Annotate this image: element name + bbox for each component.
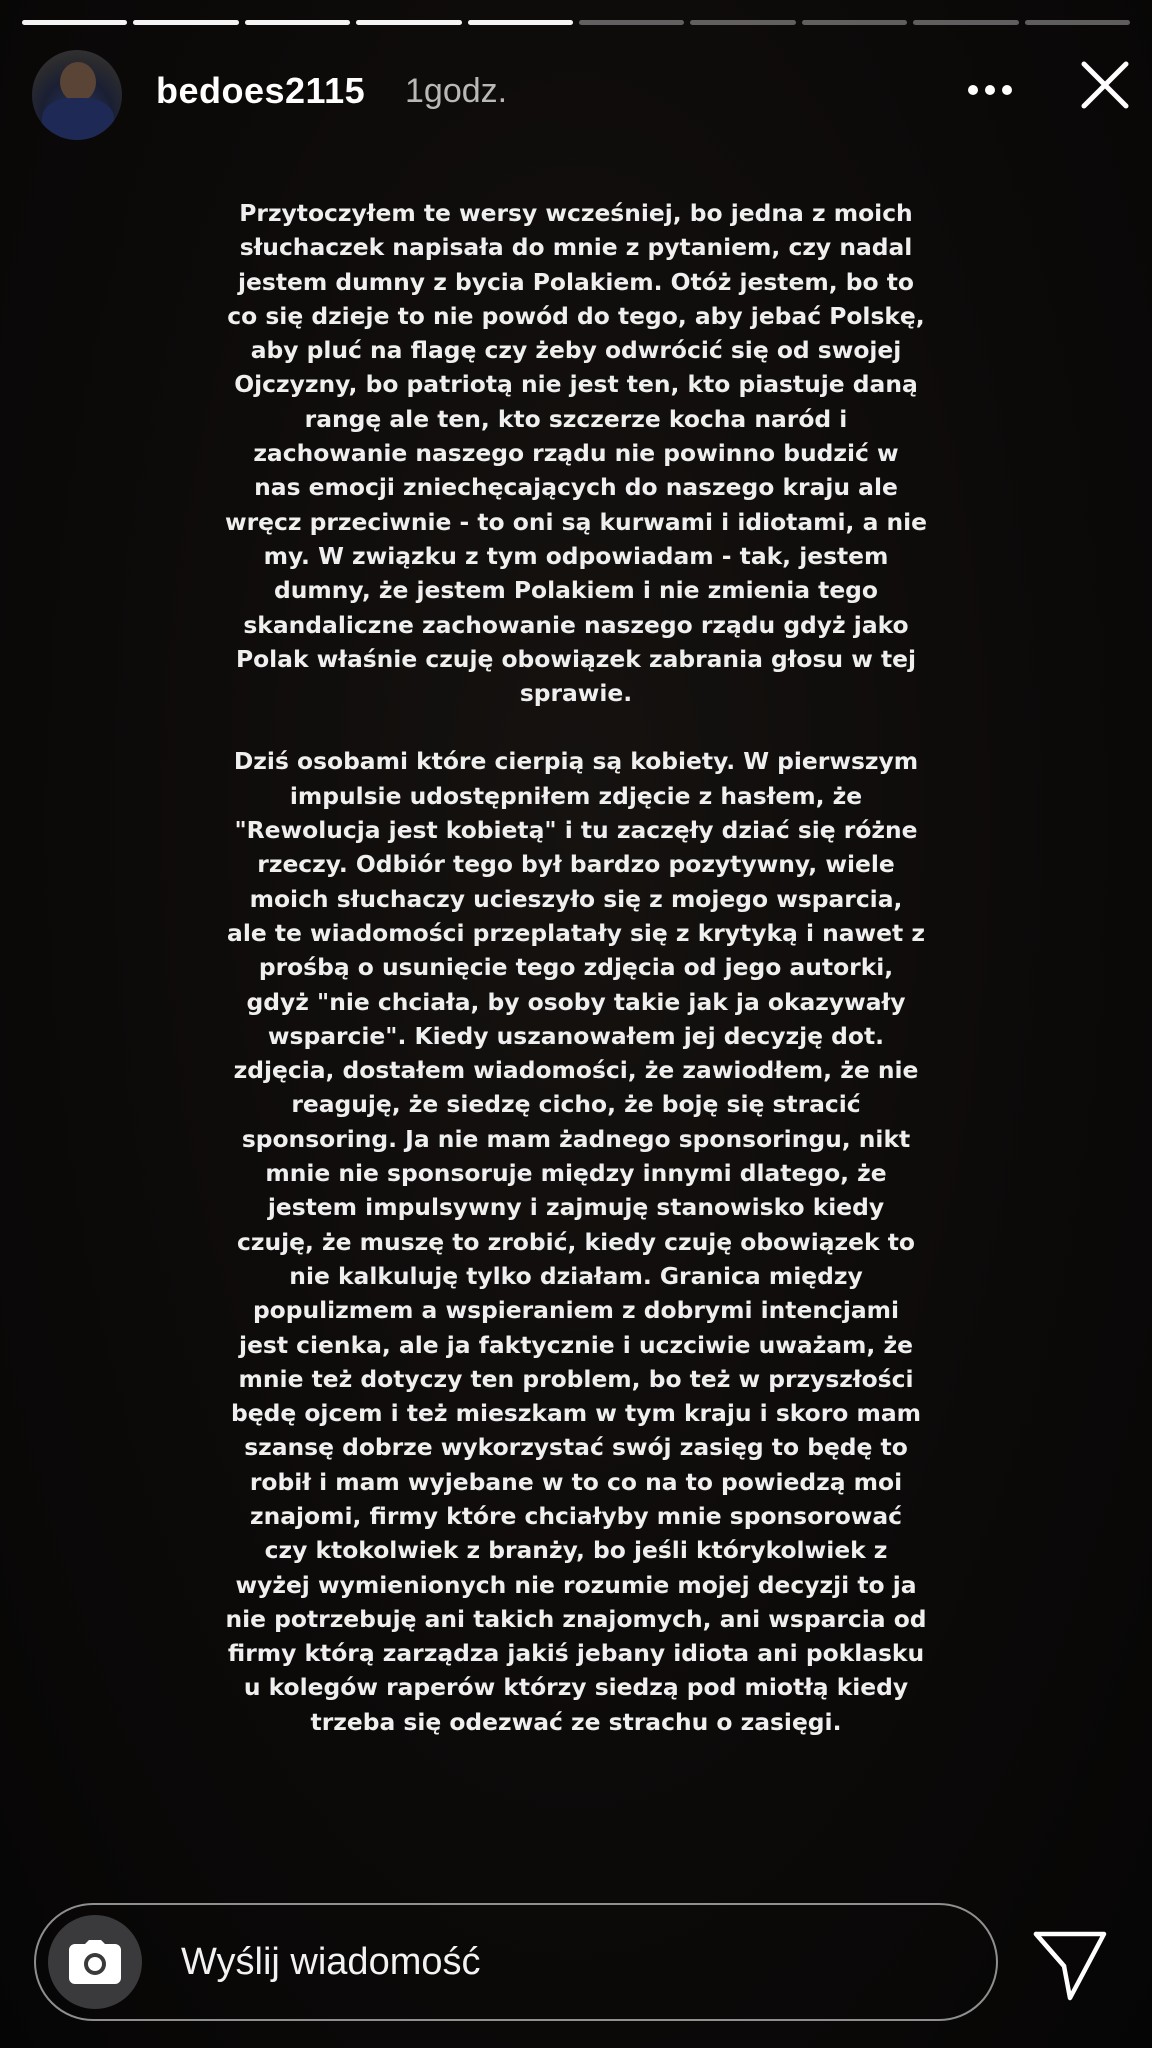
avatar[interactable]	[32, 50, 122, 140]
progress-segment-fill	[245, 20, 350, 25]
story-text-line: jestem impulsywny i zajmuję stanowisko kiedy	[267, 1193, 885, 1222]
story-text-line: populizmem a wspieraniem z dobrymi intencjami	[252, 1296, 900, 1325]
story-text-line: dumny, że jestem Polakiem i nie zmienia tego	[274, 576, 878, 605]
story-text-line: Dziś osobami które cierpią są kobiety. W pierwszym	[233, 747, 919, 776]
story-text-line: słuchaczek napisała do mnie z pytaniem, czy nadal	[239, 233, 913, 262]
story-text-line: gdyż "nie chciała, by osoby takie jak ja okazywały	[246, 987, 906, 1016]
story-text-line: będę ojcem i też mieszkam w tym kraju i skoro mam	[230, 1399, 922, 1428]
story-text-line: ale te wiadomości przeplatały się z krytyką i nawet z	[227, 918, 925, 947]
story-header	[30, 50, 1130, 140]
story-text-line: impulsie udostępniłem zdjęcie z hasłem, że	[289, 781, 863, 810]
progress-segment	[356, 20, 461, 25]
send-icon	[1030, 1928, 1110, 2004]
story-progress-bar	[22, 20, 1130, 26]
story-text-line: my. W związku z tym odpowiadam - tak, jestem	[263, 541, 889, 570]
close-button[interactable]	[1070, 50, 1140, 120]
progress-segment	[468, 20, 573, 25]
story-paragraph	[215, 744, 937, 1739]
story-text-line: reaguję, że siedzę cicho, że boję się stracić	[291, 1090, 861, 1119]
story-text-line: nie potrzebuję ani takich znajomych, ani wsparcia od	[225, 1604, 927, 1633]
story-text-line: czy ktokolwiek z branży, bo jeśli którykolwiek z	[264, 1536, 888, 1565]
camera-icon	[69, 1940, 121, 1984]
story-text-line: Przytoczyłem te wersy wcześniej, bo jedna z moich	[239, 199, 913, 227]
story-text-line: "Rewolucja jest kobietą" i tu zaczęły dziać się różne	[234, 816, 918, 845]
story-text-line: nas emocji zniechęcających do naszego kraju ale	[254, 473, 898, 502]
username[interactable]: bedoes2115	[156, 70, 366, 111]
reply-bar[interactable]	[34, 1903, 998, 2021]
story-text-line: zdjęcia, dostałem wiadomości, że zawiodłem, że nie	[233, 1056, 919, 1085]
progress-segment-fill	[22, 20, 127, 25]
story-text-line: sponsoring. Ja nie mam żadnego sponsoringu, nikt	[241, 1124, 911, 1153]
progress-segment	[690, 20, 795, 25]
story-text-line: znajomi, firmy które chciałyby mnie sponsorować	[249, 1501, 903, 1530]
progress-segment-fill	[468, 20, 573, 25]
story-text-line: Polak właśnie czuję obowiązek zabrania głosu w tej	[235, 644, 917, 673]
progress-segment-fill	[356, 20, 461, 25]
story-text-line: zachowanie naszego rządu nie powinno budzić w	[253, 439, 899, 468]
story-text	[215, 196, 937, 1739]
story-text-line: mnie nie sponsoruje między innymi dlatego, że	[265, 1159, 887, 1188]
progress-segment	[22, 20, 127, 25]
progress-segment	[1025, 20, 1130, 25]
story-paragraph	[215, 196, 937, 710]
close-icon	[1070, 50, 1140, 120]
progress-segment	[802, 20, 907, 25]
story-text-line: czuję, że muszę to zrobić, kiedy czuję obowiązek to	[237, 1227, 915, 1256]
progress-segment	[913, 20, 1018, 25]
story-text-line: moich słuchaczy ucieszyło się z mojego wsparcia,	[249, 884, 903, 913]
story-text-line: firmy którą zarządza jakiś jebany idiota ani poklasku	[227, 1639, 925, 1668]
story-text-line: wsparcie". Kiedy uszanowałem jej decyzję dot.	[267, 1021, 885, 1050]
story-text-line: rzeczy. Odbiór tego był bardzo pozytywny, wiele	[257, 850, 895, 879]
story-text-line: jestem dumny z bycia Polakiem. Otóż jestem, bo to	[238, 267, 914, 296]
progress-segment	[579, 20, 684, 25]
progress-segment-fill	[133, 20, 238, 25]
story-text-line: jest cienka, ale ja faktycznie i uczciwie uważam, że	[239, 1330, 913, 1359]
avatar-body-shape	[42, 98, 114, 140]
camera-button[interactable]	[48, 1915, 142, 2009]
story-text-line: wyżej wymienionych nie rozumie mojej decyzji to ja	[235, 1570, 917, 1599]
progress-segment	[245, 20, 350, 25]
story-text-line: prośbą o usunięcie tego zdjęcia od jego autorki,	[258, 953, 894, 982]
story-text-line: mnie też dotyczy ten problem, bo też w przyszłości	[238, 1364, 914, 1393]
story-text-line: rangę ale ten, kto szczerze kocha naród i	[304, 404, 848, 433]
story-text-line: szansę dobrze wykorzystać swój zasięg to będę to	[244, 1433, 908, 1462]
time-ago: 1godz.	[405, 72, 508, 110]
story-text-line: sprawie.	[519, 679, 633, 708]
story-text-line: u kolegów raperów którzy siedzą pod miotłą kiedy	[243, 1673, 909, 1702]
progress-segment	[133, 20, 238, 25]
send-button[interactable]	[1030, 1928, 1110, 2004]
story-text-line: robił i mam wyjebane w to co na to powiedzą moi	[249, 1467, 903, 1496]
story-text-line: Ojczyzny, bo patriotą nie jest ten, kto piastuje daną	[234, 370, 918, 399]
avatar-head-shape	[60, 62, 96, 102]
more-options-button[interactable]	[960, 60, 1020, 120]
more-horizontal-icon	[967, 84, 1013, 96]
story-text-line: trzeba się odezwać ze strachu o zasięgi.	[310, 1707, 842, 1736]
reply-input[interactable]: Wyślij wiadomość	[181, 1941, 481, 1983]
story-text-line: nie kalkuluję tylko działam. Granica między	[289, 1261, 863, 1290]
story-text-line: skandaliczne zachowanie naszego rządu gdyż jako	[243, 610, 909, 639]
story-text-line: wręcz przeciwnie - to oni są kurwami i idiotami, a nie	[224, 507, 928, 536]
story-text-line: co się dzieje to nie powód do tego, aby jebać Polskę,	[227, 301, 925, 330]
story-text-line: aby pluć na flagę czy żeby odwrócić się od swojej	[250, 336, 902, 365]
